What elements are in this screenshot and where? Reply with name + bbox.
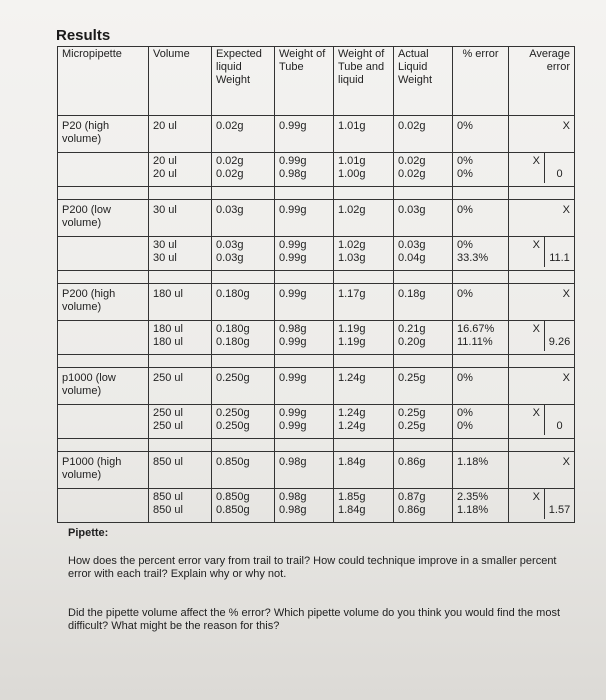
column-header: Volume: [149, 47, 212, 116]
table-cell: [453, 489, 509, 523]
cell-line: 30 ul: [153, 252, 177, 264]
table-cell: 0%: [453, 116, 509, 153]
micropipette-name: P1000 (high volume): [58, 452, 149, 489]
average-error-cell: [509, 153, 575, 187]
table-cell: 0.99g: [275, 116, 334, 153]
cell-line: 0.98g: [279, 168, 307, 180]
blank-cell: [453, 187, 509, 200]
cell-line: 0.25g: [398, 407, 426, 419]
table-cell: 30 ul: [149, 200, 212, 237]
cell-line: 16.67%: [457, 323, 495, 335]
cell-line: 180 ul: [153, 323, 183, 335]
blank-cell: [212, 355, 275, 368]
blank-cell: [58, 489, 149, 523]
cell-line: 180 ul: [153, 336, 183, 348]
table-cell: 1.02g: [334, 200, 394, 237]
cell-line: 0.87g: [398, 491, 426, 503]
blank-cell: [212, 187, 275, 200]
table-cell: [149, 405, 212, 439]
cell-line: 0.21g: [398, 323, 426, 335]
table-cell: [394, 321, 453, 355]
blank-cell: [58, 187, 149, 200]
average-mark: X: [532, 155, 540, 167]
cell-line: 1.19g: [338, 336, 366, 348]
table-cell: [212, 405, 275, 439]
blank-cell: [58, 439, 149, 452]
table-cell: 0.03g: [212, 200, 275, 237]
table-cell: [149, 321, 212, 355]
blank-cell: [509, 439, 575, 452]
average-error-cell: [509, 237, 575, 271]
table-cell: [334, 405, 394, 439]
cell-line: 250 ul: [153, 407, 183, 419]
cell-line: 0.180g: [216, 336, 250, 348]
table-cell: 1.84g: [334, 452, 394, 489]
column-header: Average error: [509, 47, 575, 116]
blank-cell: [275, 271, 334, 284]
average-value: 1.57: [544, 489, 574, 519]
table-cell: [453, 153, 509, 187]
column-header: Expected liquid Weight: [212, 47, 275, 116]
cell-line: 0.180g: [216, 323, 250, 335]
blank-cell: [58, 321, 149, 355]
cell-line: 0.86g: [398, 504, 426, 516]
results-heading: Results: [56, 27, 111, 44]
blank-cell: [149, 439, 212, 452]
blank-cell: [58, 271, 149, 284]
table-cell: [334, 237, 394, 271]
blank-cell: [212, 271, 275, 284]
cell-line: 0.02g: [398, 168, 426, 180]
cell-line: 250 ul: [153, 420, 183, 432]
table-cell: 0.99g: [275, 200, 334, 237]
cell-line: 0.850g: [216, 491, 250, 503]
average-mark: X: [532, 407, 540, 419]
cell-line: 1.18%: [457, 504, 489, 516]
cell-line: 0.98g: [279, 491, 307, 503]
table-cell: [334, 153, 394, 187]
cell-line: 1.24g: [338, 407, 366, 419]
micropipette-name: P200 (high volume): [58, 284, 149, 321]
table-row: [58, 489, 575, 523]
table-cell: 1.24g: [334, 368, 394, 405]
table-cell: [212, 153, 275, 187]
table-cell: 0.850g: [212, 452, 275, 489]
table-cell: [212, 321, 275, 355]
table-cell: 0.180g: [212, 284, 275, 321]
blank-cell: [275, 439, 334, 452]
blank-cell: [334, 355, 394, 368]
cell-line: 1.85g: [338, 491, 366, 503]
table-cell: [394, 237, 453, 271]
cell-line: 0.25g: [398, 420, 426, 432]
table-cell: 0.99g: [275, 284, 334, 321]
blank-cell: [394, 271, 453, 284]
cell-line: 1.24g: [338, 420, 366, 432]
cell-line: 20 ul: [153, 155, 177, 167]
blank-cell: [509, 355, 575, 368]
table-cell: 850 ul: [149, 452, 212, 489]
blank-cell: [509, 271, 575, 284]
table-row: [58, 116, 575, 153]
column-header: Micropipette: [58, 47, 149, 116]
table-cell: [453, 405, 509, 439]
average-error-cell: [509, 405, 575, 439]
cell-line: 850 ul: [153, 504, 183, 516]
cell-line: 1.19g: [338, 323, 366, 335]
blank-cell: [394, 355, 453, 368]
column-header: Weight of Tube: [275, 47, 334, 116]
cell-line: 0.03g: [216, 252, 244, 264]
table-cell: [453, 237, 509, 271]
cell-line: 0%: [457, 407, 473, 419]
cell-line: 2.35%: [457, 491, 489, 503]
table-cell: 0.250g: [212, 368, 275, 405]
table-row: [58, 284, 575, 321]
average-error-cell: X: [509, 452, 575, 489]
blank-cell: [453, 355, 509, 368]
cell-line: 850 ul: [153, 491, 183, 503]
cell-line: 0.850g: [216, 504, 250, 516]
table-cell: 1.18%: [453, 452, 509, 489]
table-cell: [149, 489, 212, 523]
cell-line: 11.11%: [457, 336, 493, 348]
table-cell: [275, 405, 334, 439]
average-error-cell: X: [509, 116, 575, 153]
table-cell: [212, 489, 275, 523]
cell-line: 0.02g: [216, 155, 244, 167]
average-error-cell: [509, 489, 575, 523]
question-text: Did the pipette volume affect the % error? Which pipette volume do you think you would find the most difficult? What might be the reason for this?: [68, 607, 561, 632]
table-cell: 0.25g: [394, 368, 453, 405]
cell-line: 0.03g: [398, 239, 426, 251]
blank-cell: [58, 237, 149, 271]
spacer-row: [58, 271, 575, 284]
cell-line: 0.99g: [279, 336, 307, 348]
micropipette-name: P200 (low volume): [58, 200, 149, 237]
table-cell: [275, 153, 334, 187]
column-header: Weight of Tube and liquid: [334, 47, 394, 116]
blank-cell: [149, 355, 212, 368]
average-error-cell: X: [509, 200, 575, 237]
results-table: [57, 46, 575, 523]
blank-cell: [334, 439, 394, 452]
micropipette-name: P20 (high volume): [58, 116, 149, 153]
table-cell: [149, 237, 212, 271]
blank-cell: [275, 187, 334, 200]
blank-cell: [334, 271, 394, 284]
table-row: [58, 200, 575, 237]
table-cell: [394, 405, 453, 439]
cell-line: 0.99g: [279, 252, 307, 264]
average-value: 0: [544, 405, 574, 435]
blank-cell: [453, 439, 509, 452]
table-cell: [334, 321, 394, 355]
cell-line: 30 ul: [153, 239, 177, 251]
cell-line: 0.99g: [279, 420, 307, 432]
cell-line: 0%: [457, 420, 473, 432]
table-header-row: [58, 47, 575, 116]
table-cell: 250 ul: [149, 368, 212, 405]
question-text: How does the percent error vary from trail to trail? How could technique improve in a smaller percent error with each trail? Explain why or why not.: [68, 555, 557, 580]
micropipette-name: p1000 (low volume): [58, 368, 149, 405]
cell-line: 0.98g: [279, 504, 307, 516]
average-value: 11.1: [544, 237, 574, 267]
cell-line: 1.84g: [338, 504, 366, 516]
cell-line: 0%: [457, 155, 473, 167]
table-cell: 0.02g: [394, 116, 453, 153]
blank-cell: [149, 187, 212, 200]
table-row: [58, 405, 575, 439]
cell-line: 0.250g: [216, 407, 250, 419]
cell-line: 33.3%: [457, 252, 489, 264]
cell-line: 0.250g: [216, 420, 250, 432]
table-cell: [394, 489, 453, 523]
table-cell: 0%: [453, 368, 509, 405]
cell-line: 0.98g: [279, 323, 307, 335]
blank-cell: [453, 271, 509, 284]
blank-cell: [334, 187, 394, 200]
table-cell: 20 ul: [149, 116, 212, 153]
table-cell: 180 ul: [149, 284, 212, 321]
cell-line: 1.00g: [338, 168, 366, 180]
cell-line: 0%: [457, 168, 473, 180]
cell-line: 0.99g: [279, 407, 307, 419]
spacer-row: [58, 355, 575, 368]
average-error-cell: X: [509, 368, 575, 405]
table-cell: 0.86g: [394, 452, 453, 489]
cell-line: 0.02g: [216, 168, 244, 180]
table-cell: 0.98g: [275, 452, 334, 489]
cell-line: 0%: [457, 239, 473, 251]
table-cell: 0.02g: [212, 116, 275, 153]
table-cell: 0%: [453, 284, 509, 321]
average-error-cell: X: [509, 284, 575, 321]
cell-line: 0.03g: [216, 239, 244, 251]
cell-line: 20 ul: [153, 168, 177, 180]
cell-line: 1.02g: [338, 239, 366, 251]
table-cell: 0.99g: [275, 368, 334, 405]
average-mark: X: [532, 323, 540, 335]
table-row: [58, 153, 575, 187]
blank-cell: [212, 439, 275, 452]
blank-cell: [58, 153, 149, 187]
cell-line: 1.03g: [338, 252, 366, 264]
cell-line: 0.99g: [279, 239, 307, 251]
cell-line: 0.99g: [279, 155, 307, 167]
blank-cell: [275, 355, 334, 368]
pipette-questions: [68, 527, 568, 659]
column-header: % error: [453, 47, 509, 116]
blank-cell: [149, 271, 212, 284]
table-body: [58, 116, 575, 523]
cell-line: 0.02g: [398, 155, 426, 167]
average-value: 0: [544, 153, 574, 183]
table-cell: [334, 489, 394, 523]
blank-cell: [509, 187, 575, 200]
section-label: Pipette:: [68, 527, 109, 539]
cell-line: 0.20g: [398, 336, 426, 348]
blank-cell: [58, 405, 149, 439]
table-cell: [212, 237, 275, 271]
blank-cell: [394, 439, 453, 452]
average-mark: X: [532, 239, 540, 251]
table-row: [58, 321, 575, 355]
table-cell: 0.03g: [394, 200, 453, 237]
table-cell: 0%: [453, 200, 509, 237]
table-cell: [275, 237, 334, 271]
table-cell: [453, 321, 509, 355]
blank-cell: [394, 187, 453, 200]
table-cell: [275, 321, 334, 355]
average-value: 9.26: [544, 321, 574, 351]
column-header: Actual Liquid Weight: [394, 47, 453, 116]
table-cell: [149, 153, 212, 187]
table-cell: 1.17g: [334, 284, 394, 321]
cell-line: 1.01g: [338, 155, 366, 167]
table-row: [58, 452, 575, 489]
table-cell: 1.01g: [334, 116, 394, 153]
average-error-cell: [509, 321, 575, 355]
spacer-row: [58, 439, 575, 452]
table-cell: 0.18g: [394, 284, 453, 321]
table-row: [58, 368, 575, 405]
table-cell: [394, 153, 453, 187]
table-cell: [275, 489, 334, 523]
blank-cell: [58, 355, 149, 368]
cell-line: 0.04g: [398, 252, 426, 264]
average-mark: X: [532, 491, 540, 503]
spacer-row: [58, 187, 575, 200]
table-row: [58, 237, 575, 271]
